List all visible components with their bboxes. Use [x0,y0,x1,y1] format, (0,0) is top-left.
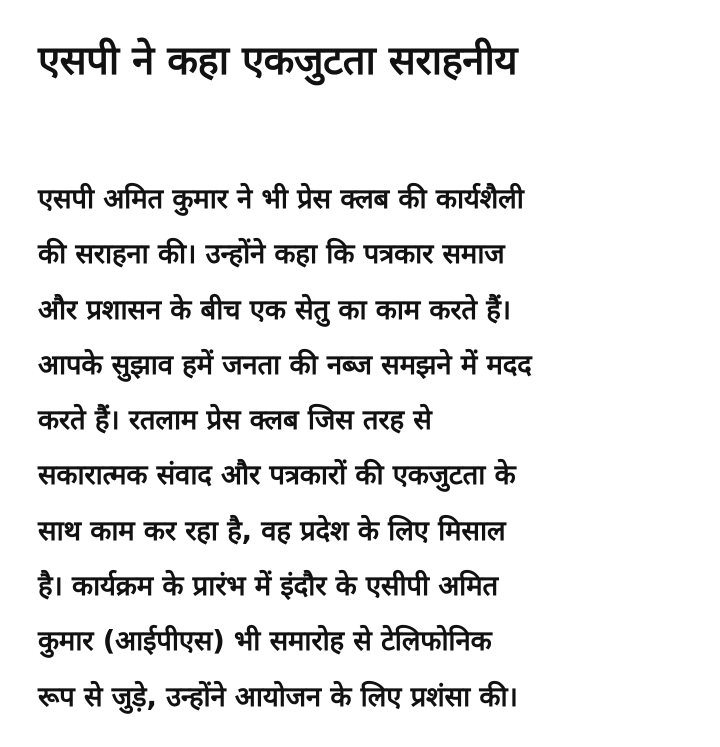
body-line: और प्रशासन के बीच एक सेतु का काम करते हैं। [38,293,511,326]
body-line: है। कार्यक्रम के प्रारंभ में इंदौर के एसीपी अमित [38,570,498,603]
body-line: रूप से जुड़े, उन्होंने आयोजन के लिए प्रशंसा की। [38,680,518,713]
body-line: आपके सुझाव हमें जनता की नब्ज समझने में मदद [38,348,532,381]
body-line: साथ काम कर रहा है, वह प्रदेश के लिए मिसाल [38,514,506,547]
body-line: करते हैं। रतलाम प्रेस क्लब जिस तरह से [38,404,432,437]
article-headline: एसपी ने कहा एकजुटता सराहनीय [38,38,518,84]
body-line: की सराहना की। उन्होंने कहा कि पत्रकार समाज [38,238,505,271]
body-line: कुमार (आईपीएस) भी समारोह से टेलिफोनिक [38,625,492,658]
body-line: सकारात्मक संवाद और पत्रकारों की एकजुटता के [38,459,516,492]
body-line: एसपी अमित कुमार ने भी प्रेस क्लब की कार्यशैली [38,183,524,215]
article-body [38,172,690,725]
